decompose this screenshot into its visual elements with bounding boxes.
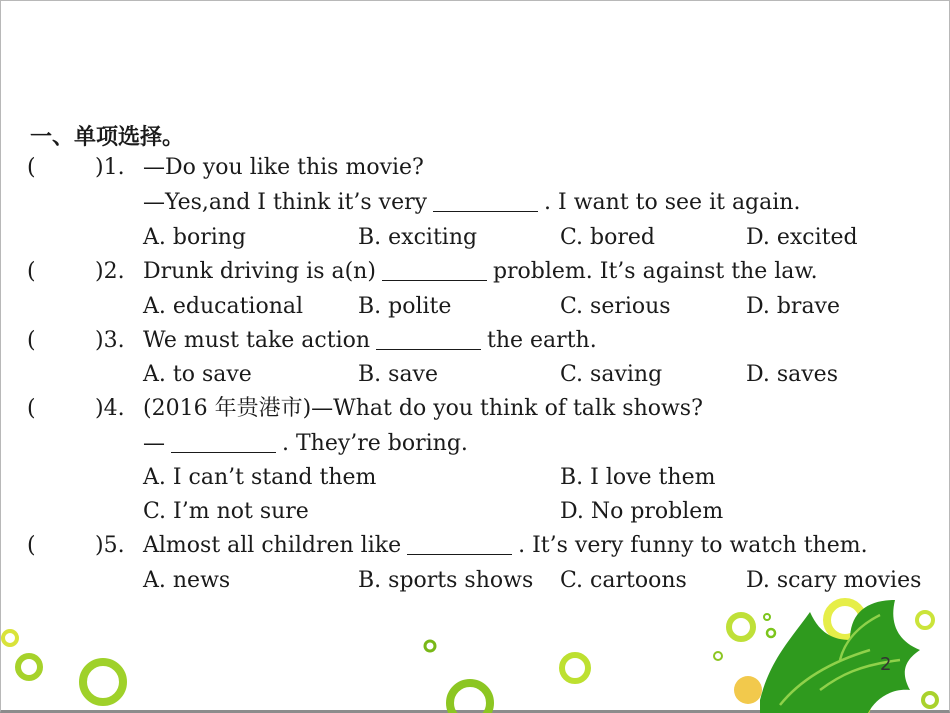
option-c: C. cartoons — [560, 568, 687, 593]
option-d: D. scary movies — [746, 568, 922, 593]
answer-blank — [376, 329, 481, 350]
option-b: B. save — [358, 362, 439, 387]
answer-paren: ( — [27, 328, 36, 353]
option-a: A. to save — [143, 362, 252, 387]
question-text: —Yes,and I think it’s very . I want to see it again. — [143, 190, 801, 215]
option-b: B. I love them — [560, 465, 716, 490]
question-text: (2016 年贵港市)—What do you think of talk shows? — [143, 396, 703, 421]
option-c: C. serious — [560, 294, 671, 319]
option-b: B. exciting — [358, 225, 478, 250]
question-number: )5. — [95, 533, 125, 558]
option-d: D. saves — [746, 362, 838, 387]
answer-blank — [407, 534, 512, 555]
option-a: A. educational — [143, 294, 304, 319]
question-number: )2. — [95, 259, 125, 284]
option-a: A. boring — [143, 225, 247, 250]
page-number: 2 — [880, 654, 892, 675]
question-text: Drunk driving is a(n) problem. It’s against the law. — [143, 259, 818, 284]
answer-paren: ( — [27, 533, 36, 558]
answer-paren: ( — [27, 155, 36, 180]
answer-blank — [382, 260, 487, 281]
option-d: D. No problem — [560, 499, 724, 524]
question-text: —Do you like this movie? — [143, 155, 424, 180]
option-d: D. brave — [746, 294, 841, 319]
question-text: Almost all children like . It’s very funny to watch them. — [143, 533, 868, 558]
option-a: A. I can’t stand them — [143, 465, 377, 490]
question-text: We must take action the earth. — [143, 328, 597, 353]
answer-paren: ( — [27, 259, 36, 284]
question-number: )3. — [95, 328, 125, 353]
option-b: B. polite — [358, 294, 452, 319]
question-text: — . They’re boring. — [143, 431, 468, 456]
section-heading: 一、单项选择。 — [30, 125, 185, 150]
question-number: )1. — [95, 155, 125, 180]
question-number: )4. — [95, 396, 125, 421]
answer-blank — [433, 191, 538, 212]
answer-blank — [171, 432, 276, 453]
answer-paren: ( — [27, 396, 36, 421]
option-c: C. saving — [560, 362, 663, 387]
option-c: C. bored — [560, 225, 655, 250]
option-d: D. excited — [746, 225, 858, 250]
option-c: C. I’m not sure — [143, 499, 309, 524]
option-b: B. sports shows — [358, 568, 534, 593]
option-a: A. news — [143, 568, 231, 593]
